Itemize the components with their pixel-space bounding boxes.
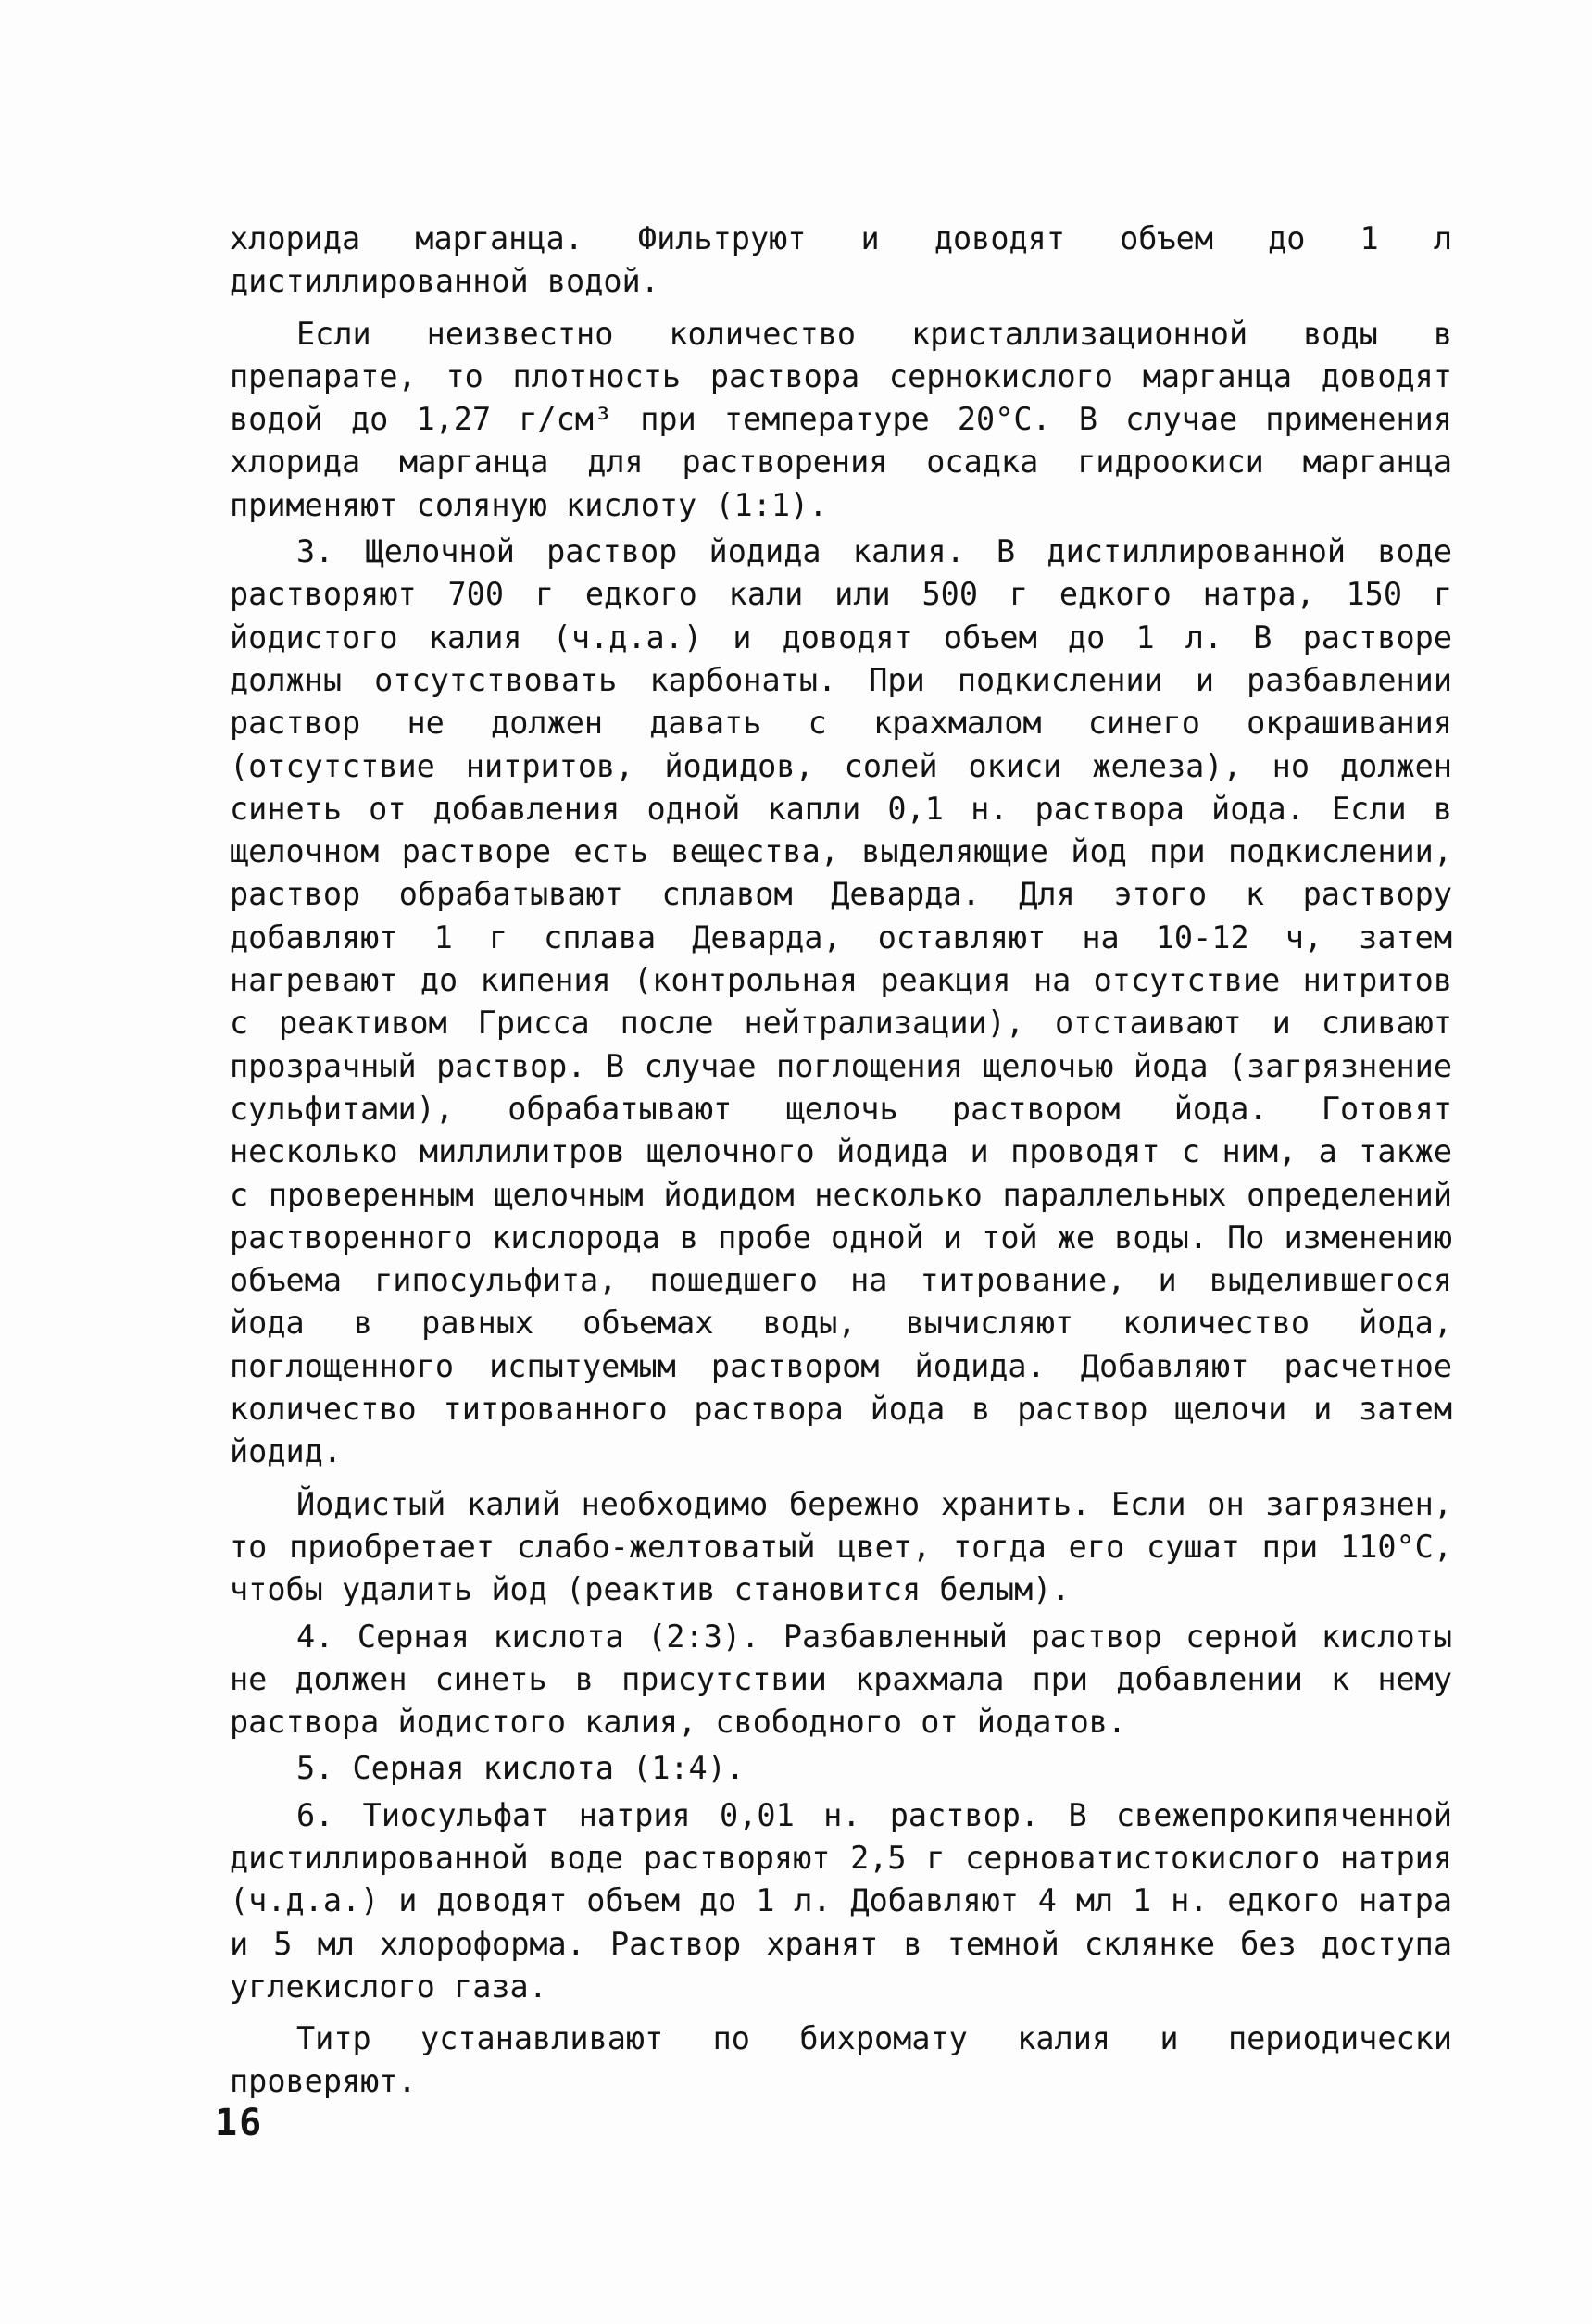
paragraph-sulfuric-acid-2-3: 4. Серная кислота (2:3). Разбавленный раствор серной кислоты не должен синеть в присутствии крахмала при добавлении к нему раствора йодистого калия, свободного от йодатов.: [230, 1618, 1452, 1741]
paragraph-titer: Титр устанавливают по бихромату калия и периодически проверяют.: [230, 2020, 1452, 2100]
page-number: 16: [215, 2102, 264, 2144]
paragraph-alkaline-iodide: 3. Щелочной раствор йодида калия. В дистиллированной воде растворяют 700 г едкого кали или 500 г едкого натра, 150 г йодистого калия (ч.д.а.) и доводят объем до 1 л. В растворе должны отсутствовать карбонаты. При подкислении и разбавлении раствор не должен давать с крахмалом синего окрашивания (отсутствие нитритов, йодидов, солей окиси железа), но должен синеть от добавления одной капли 0,1 н. раствора йода. Если в щелочном растворе есть вещества, выделяющие йод при подкислении, раствор обрабатывают сплавом Деварда. Для этого к раствору добавляют 1 г сплава Деварда, оставляют на 10-12 ч, затем нагревают до кипения (контрольная реакция на отсутствие нитритов с реактивом Грисса после нейтрализации), отстаивают и сливают прозрачный раствор. В случае поглощения щелочью йода (загрязнение сульфитами), обрабатывают щелочь раствором йода. Готовят несколько миллилитров щелочного йодида и проводят с ним, а также с проверенным щелочным йодидом несколько параллельных определений растворенного кислорода в пробе одной и той же воды. По изменению объема гипосульфита, пошедшего на титрование, и выделившегося йода в равных объемах воды, вычисляют количество йода, поглощенного испытуемым раствором йодида. Добавляют расчетное количество титрованного раствора йода в раствор щелочи и затем йодид.: [230, 533, 1452, 1470]
paragraph-sulfuric-acid-1-4: 5. Серная кислота (1:4).: [296, 1750, 746, 1787]
paragraph-crystallization-water: Если неизвестно количество кристаллизационной воды в препарате, то плотность раствора сернокислого марганца доводят водой до 1,27 г/см³ при температуре 20°С. В случае применения хлорида марганца для растворения осадка гидроокиси марганца применяют соляную кислоту (1:1).: [230, 315, 1452, 523]
paragraph-sodium-thiosulfate: 6. Тиосульфат натрия 0,01 н. раствор. В свежепрокипяченной дистиллированной воде растворяют 2,5 г серноватистокислого натрия (ч.д.а.) и доводят объем до 1 л. Добавляют 4 мл 1 н. едкого натра и 5 мл хлороформа. Раствор хранят в темной склянке без доступа углекислого газа.: [230, 1796, 1452, 2005]
paragraph-potassium-iodide-storage: Йодистый калий необходимо бережно хранить. Если он загрязнен, то приобретает слабо-желтоватый цвет, тогда его сушат при 110°С, чтобы удалить йод (реактив становится белым).: [230, 1485, 1452, 1608]
paragraph-continuation: хлорида марганца. Фильтруют и доводят объем до 1 л дистиллированной водой.: [230, 220, 1452, 300]
body-text: [230, 218, 1452, 2104]
